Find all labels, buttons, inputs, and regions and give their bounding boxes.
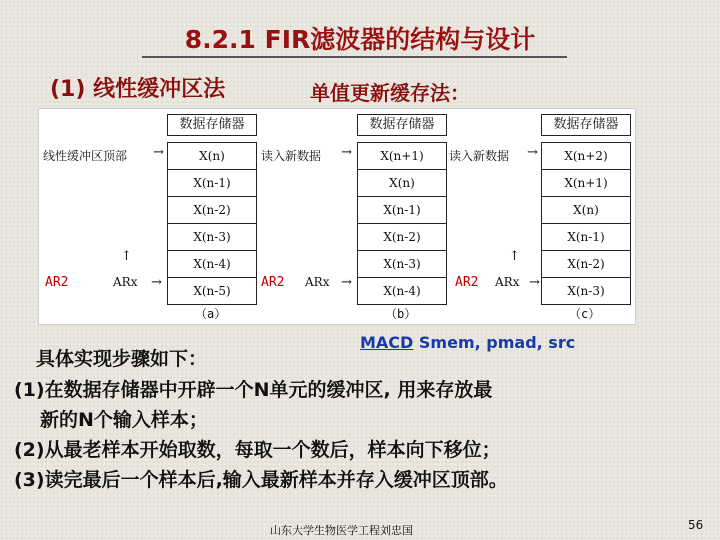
caption-c: （c） (569, 307, 601, 321)
caption-b: （b） (385, 307, 417, 321)
step-1: (1)在数据存储器中开辟一个N单元的缓冲区, 用来存放最 (14, 379, 493, 401)
buffer-diagram (38, 108, 636, 325)
macd-operands: Smem, pmad, src (413, 333, 576, 352)
memory-cell: X(n-2) (168, 197, 256, 224)
memory-cell: X(n-4) (383, 284, 421, 298)
memory-header-a: 数据存储器 (167, 114, 257, 136)
memory-header-b: 数据存储器 (357, 114, 447, 136)
memory-cell: X(n-3) (168, 224, 256, 251)
right-arrow-icon: → (341, 275, 352, 290)
memory-column-c (541, 142, 631, 305)
memory-cell: X(n) (358, 170, 446, 197)
memory-cell: X(n) (542, 197, 630, 224)
memory-cell: X(n-1) (168, 170, 256, 197)
memory-cell: X(n+1) (358, 143, 446, 170)
memory-cell: X(n-1) (542, 224, 630, 251)
step-2: (2)从最老样本开始取数，每取一个数后，样本向下移位； (14, 439, 501, 461)
subheading-single-update: 单值更新缓存法： (310, 81, 470, 105)
footer-author: 山东大学生物医学工程刘忠国 (270, 524, 413, 537)
memory-cell: X(n-4) (168, 251, 256, 278)
steps-title: 具体实现步骤如下： (36, 348, 208, 370)
memory-cell: X(n-5) (193, 284, 231, 298)
right-arrow-icon: → (529, 275, 540, 290)
macd-instruction (360, 333, 575, 352)
memory-cell: X(n-2) (542, 251, 630, 278)
caption-a: （a） (195, 307, 227, 321)
title-divider (142, 56, 567, 58)
read-new-data-label: 读入新数据 (449, 149, 510, 163)
right-arrow-icon: → (341, 145, 352, 160)
arx-label: ARx (495, 275, 520, 289)
memory-cell: X(n+2) (542, 143, 630, 170)
slide-title: 8.2.1 FIR滤波器的结构与设计 (184, 25, 536, 54)
arx-label: ARx (113, 275, 138, 289)
ar2-label: AR2 (261, 275, 285, 290)
right-arrow-icon: → (527, 145, 538, 160)
memory-cell: X(n-3) (567, 284, 605, 298)
memory-cell: X(n-3) (358, 251, 446, 278)
memory-header-c: 数据存储器 (541, 114, 631, 136)
memory-column-b (357, 142, 447, 305)
arx-label: ARx (305, 275, 330, 289)
memory-cell: X(n-2) (358, 224, 446, 251)
buffer-top-label: 线性缓冲区顶部 (43, 149, 128, 163)
step-1-continued: 新的N个输入样本； (40, 409, 208, 431)
up-arrow-icon: ↑ (509, 249, 520, 264)
memory-cell: X(n-1) (358, 197, 446, 224)
ar2-label: AR2 (45, 275, 69, 290)
up-arrow-icon: ↑ (121, 249, 132, 264)
subheading-linear-buffer: (1) 线性缓冲区法 (50, 77, 226, 102)
macd-link[interactable]: MACD (360, 333, 414, 352)
right-arrow-icon: → (151, 275, 162, 290)
page-number: 56 (688, 518, 704, 532)
read-new-data-label: 读入新数据 (261, 149, 322, 163)
right-arrow-icon: → (153, 145, 164, 160)
step-3: (3)读完最后一个样本后,输入最新样本并存入缓冲区顶部。 (14, 469, 508, 491)
memory-cell: X(n) (168, 143, 256, 170)
ar2-label: AR2 (455, 275, 479, 290)
memory-column-a (167, 142, 257, 305)
memory-cell: X(n+1) (542, 170, 630, 197)
